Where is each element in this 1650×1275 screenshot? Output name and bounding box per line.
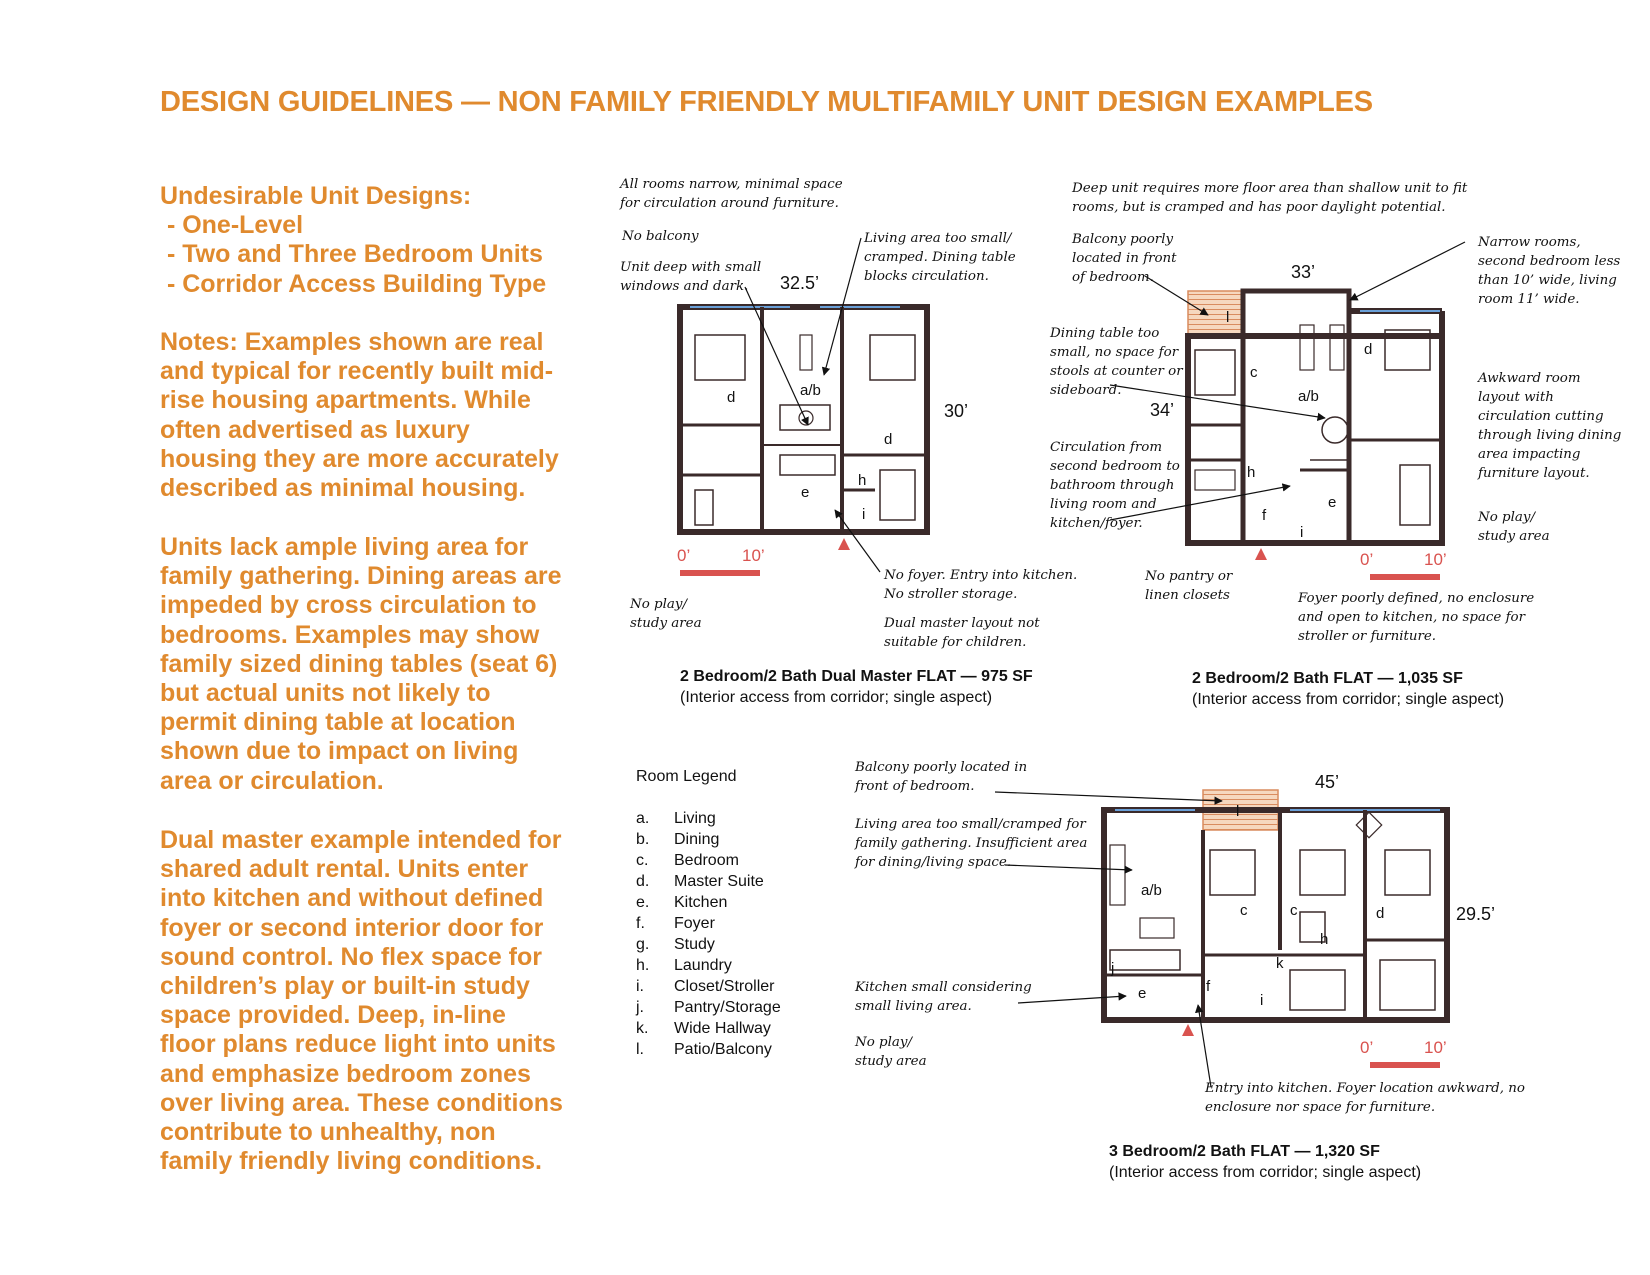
note-line: stroller or furniture. <box>1298 629 1437 644</box>
note-line: linen closets <box>1145 588 1230 603</box>
plan-3-note-play <box>855 1033 927 1071</box>
note-line: and open to kitchen, no space for <box>1298 610 1526 625</box>
plan-2-note-awkward <box>1478 369 1621 483</box>
list-item: - Corridor Access Building Type <box>160 269 547 298</box>
legend-key: k. <box>636 1020 649 1037</box>
note-line: small, no space for <box>1050 345 1179 360</box>
notes-line: described as minimal housing. <box>160 474 526 503</box>
plan-1-note-deep <box>620 258 761 296</box>
legend-label: Dining <box>674 831 720 848</box>
note-line: No play/ <box>630 597 687 612</box>
room-label: h <box>1247 464 1256 481</box>
legend-item <box>636 808 781 829</box>
paragraph-line: children’s play or built-in study <box>160 972 530 1001</box>
note-line: for circulation around furniture. <box>620 196 839 211</box>
plan-2-note-circulation <box>1050 438 1180 533</box>
note-line: No foyer. Entry into kitchen. <box>884 568 1078 583</box>
note-line: Awkward room <box>1478 371 1581 386</box>
room-label: a/b <box>800 382 821 399</box>
note-line: Narrow rooms, <box>1478 235 1581 250</box>
plan-3-drawing <box>1104 790 1447 1020</box>
paragraph-line: contribute to unhealthy, non <box>160 1118 496 1147</box>
plan-2-note-pantry <box>1145 567 1232 605</box>
note-line: furniture layout. <box>1478 466 1590 481</box>
paragraph-line: but actual units not likely to <box>160 679 491 708</box>
legend-key: j. <box>636 999 644 1016</box>
note-line: No play/ <box>1478 510 1535 525</box>
legend-label: Foyer <box>674 915 715 932</box>
caption-title: 3 Bedroom/2 Bath FLAT — 1,320 SF <box>1109 1143 1380 1160</box>
notes-line: rise housing apartments. While <box>160 386 531 415</box>
note-line: living room and <box>1050 497 1157 512</box>
plan-2-note-play <box>1478 508 1550 546</box>
note-line: study area <box>1478 529 1550 544</box>
legend-item <box>636 934 781 955</box>
note-line: Living area too small/cramped for <box>855 817 1086 832</box>
note-line: Entry into kitchen. Foyer location awkward, no <box>1205 1081 1525 1096</box>
paragraph-line: impeded by cross circulation to <box>160 591 537 620</box>
room-label: h <box>858 472 867 489</box>
note-line: All rooms narrow, minimal space <box>620 177 843 192</box>
legend-key: a. <box>636 810 650 827</box>
note-line: second bedroom less <box>1478 254 1621 269</box>
room-label: k <box>1276 955 1284 972</box>
note-line: Dining table too <box>1050 326 1160 341</box>
paragraph-line: sound control. No flex space for <box>160 942 542 971</box>
note-line: located in front <box>1072 251 1177 266</box>
plan-3-depth-dimension: 29.5’ <box>1456 904 1496 924</box>
caption-title: 2 Bedroom/2 Bath Dual Master FLAT — 975 SF <box>680 668 1033 685</box>
plan-1-depth-dimension: 30’ <box>944 401 969 421</box>
legend-key: b. <box>636 831 650 848</box>
room-legend-title: Room Legend <box>636 768 737 785</box>
note-line: sideboard. <box>1050 383 1122 398</box>
paragraph-line: area or circulation. <box>160 766 384 795</box>
legend-item <box>636 892 781 913</box>
paragraph-line: over living area. These conditions <box>160 1088 563 1117</box>
legend-label: Laundry <box>674 957 732 974</box>
note-line: Circulation from <box>1050 440 1163 455</box>
legend-label: Living <box>674 810 716 827</box>
legend-item <box>636 871 781 892</box>
legend-label: Wide Hallway <box>674 1020 771 1037</box>
plan-1-note-dual <box>884 614 1040 652</box>
note-line: for dining/living space. <box>855 855 1012 870</box>
paragraph-line: space provided. Deep, in-line <box>160 1001 506 1030</box>
entry-marker <box>1182 1024 1194 1036</box>
paragraph-line: family gathering. Dining areas are <box>160 562 562 591</box>
list-item: - One-Level <box>160 211 304 240</box>
note-line: second bedroom to <box>1050 459 1180 474</box>
plan-3-note-balcony <box>855 758 1027 796</box>
plan-1-note-balcony: No balcony <box>622 229 699 244</box>
room-label: i <box>1260 992 1264 1009</box>
entry-marker <box>838 538 850 550</box>
plan-2-note-dining <box>1050 324 1183 400</box>
plan-2-note-foyer <box>1298 589 1534 646</box>
note-line: No play/ <box>855 1035 912 1050</box>
room-label: e <box>1328 494 1337 511</box>
plan-2-note-balcony <box>1072 230 1177 287</box>
room-label: j <box>1111 960 1115 977</box>
note-line: through living dining <box>1478 428 1622 443</box>
room-label: d <box>884 431 893 448</box>
room-label: c <box>1240 902 1248 919</box>
paragraph-line: family friendly living conditions. <box>160 1147 542 1176</box>
note-line: circulation cutting <box>1478 409 1604 424</box>
legend-label: Patio/Balcony <box>674 1041 772 1058</box>
scale-zero-label: 0’ <box>677 546 691 565</box>
scale-ten-label: 10’ <box>1424 1038 1447 1057</box>
room-label: i <box>1300 524 1304 541</box>
room-label: i <box>862 506 866 523</box>
plan-1-note-play <box>630 595 702 633</box>
room-label: l <box>1226 309 1230 326</box>
note-line: Deep unit requires more floor area than shallow unit to fit <box>1072 181 1468 196</box>
note-line: rooms, but is cramped and has poor daylight potential. <box>1072 200 1446 215</box>
plan-2-width-dimension: 33’ <box>1291 262 1316 282</box>
room-label: e <box>801 484 810 501</box>
legend-key: f. <box>636 915 645 932</box>
note-line: layout with <box>1478 390 1554 405</box>
legend-key: c. <box>636 852 649 869</box>
plan-1-width-dimension: 32.5’ <box>780 273 820 293</box>
room-label: c <box>1250 364 1258 381</box>
legend-item <box>636 955 781 976</box>
note-line: small living area. <box>855 999 972 1014</box>
plan-1-note-living <box>864 229 1016 286</box>
legend-key: e. <box>636 894 650 911</box>
legend-label: Bedroom <box>674 852 739 869</box>
plan-2-note-deep <box>1072 179 1467 217</box>
paragraph-line: shown due to impact on living <box>160 737 519 766</box>
room-label: a/b <box>1141 882 1162 899</box>
legend-item <box>636 850 781 871</box>
scale-zero-label: 0’ <box>1360 1038 1374 1057</box>
note-line: of bedroom. <box>1072 270 1154 285</box>
legend-label: Pantry/Storage <box>674 999 781 1016</box>
room-legend <box>636 808 781 1060</box>
note-line: enclosure nor space for furniture. <box>1205 1100 1436 1115</box>
note-line: Dual master layout not <box>884 616 1040 631</box>
notes-line: often advertised as luxury <box>160 415 470 444</box>
legend-label: Closet/Stroller <box>674 978 775 995</box>
scale-ten-label: 10’ <box>742 546 765 565</box>
room-label: h <box>1320 931 1329 948</box>
plan-3-caption <box>1109 1143 1421 1182</box>
paragraph-line: family sized dining tables (seat 6) <box>160 649 558 678</box>
room-label: f <box>1262 507 1267 524</box>
paragraph-line: foyer or second interior door for <box>160 913 544 942</box>
note-line: room 11’ wide. <box>1478 292 1580 307</box>
page-title: DESIGN GUIDELINES — NON FAMILY FRIENDLY MULTIFAMILY UNIT DESIGN EXAMPLES <box>160 86 1373 118</box>
plan-3-note-kitchen <box>855 978 1032 1016</box>
note-line: stools at counter or <box>1050 364 1183 379</box>
note-line: family gathering. Insufficient area <box>855 836 1088 851</box>
note-line: study area <box>855 1054 927 1069</box>
paragraph-line: bedrooms. Examples may show <box>160 620 540 649</box>
room-label: c <box>1290 902 1298 919</box>
entry-marker <box>1255 548 1267 560</box>
room-label: d <box>1364 341 1373 358</box>
plan-2-caption <box>1192 670 1504 709</box>
plan-3-note-entry <box>1205 1079 1525 1117</box>
caption-subtitle: (Interior access from corridor; single aspect) <box>1109 1164 1422 1181</box>
plan-1-note-narrow <box>620 175 843 213</box>
notes-line: and typical for recently built mid- <box>160 357 554 386</box>
note-line: cramped. Dining table <box>864 250 1016 265</box>
note-line: No pantry or <box>1145 569 1233 584</box>
caption-title: 2 Bedroom/2 Bath FLAT — 1,035 SF <box>1192 670 1463 687</box>
legend-key: d. <box>636 873 650 890</box>
note-line: Balcony poorly located in <box>855 760 1028 775</box>
paragraph-line: Units lack ample living area for <box>160 533 529 561</box>
room-label: d <box>1376 905 1385 922</box>
room-label: a/b <box>1298 388 1319 405</box>
scale-ten-label: 10’ <box>1424 550 1447 569</box>
room-label: d <box>727 389 736 406</box>
scale-zero-label: 0’ <box>1360 550 1374 569</box>
paragraph-line: into kitchen and without defined <box>160 884 544 913</box>
caption-subtitle: (Interior access from corridor; single aspect) <box>1192 691 1505 708</box>
note-line: blocks circulation. <box>864 269 989 284</box>
plan-3-note-living <box>855 815 1087 872</box>
legend-item <box>636 1018 781 1039</box>
note-line: Foyer poorly defined, no enclosure <box>1298 591 1535 606</box>
legend-label: Master Suite <box>674 873 764 890</box>
paragraph-line: Dual master example intended for <box>160 826 562 854</box>
legend-item <box>636 1039 781 1060</box>
legend-item <box>636 913 781 934</box>
legend-key: h. <box>636 957 650 974</box>
notes-line: housing they are more accurately <box>160 444 559 473</box>
note-line: Unit deep with small <box>620 260 762 275</box>
note-line: suitable for children. <box>884 635 1027 650</box>
plan-2-depth-dimension: 34’ <box>1150 400 1175 420</box>
paragraph-line: permit dining table at location <box>160 708 516 737</box>
note-line: Kitchen small considering <box>855 980 1032 995</box>
note-line: area impacting <box>1478 447 1581 462</box>
plan-1-note-foyer <box>884 566 1077 604</box>
paragraph-line: shared adult rental. Units enter <box>160 855 529 884</box>
legend-key: l. <box>636 1041 644 1058</box>
caption-subtitle: (Interior access from corridor; single aspect) <box>680 689 993 706</box>
room-label: e <box>1138 985 1147 1002</box>
note-line: than 10’ wide, living <box>1478 273 1617 288</box>
legend-label: Kitchen <box>674 894 728 911</box>
note-line: Living area too small/ <box>864 231 1012 246</box>
paragraph-line: floor plans reduce light into units <box>160 1030 556 1059</box>
list-heading: Undesirable Unit Designs: <box>160 182 472 210</box>
legend-key: g. <box>636 936 650 953</box>
legend-item <box>636 829 781 850</box>
note-line: bathroom through <box>1050 478 1175 493</box>
note-line: front of bedroom. <box>855 779 975 794</box>
note-line: kitchen/foyer. <box>1050 516 1143 531</box>
note-line: No stroller storage. <box>884 587 1018 602</box>
legend-label: Study <box>674 936 715 953</box>
note-line: study area <box>630 616 702 631</box>
room-label: l <box>1236 803 1240 820</box>
paragraph-line: and emphasize bedroom zones <box>160 1059 531 1088</box>
note-line: windows and dark. <box>620 279 749 294</box>
note-line: Balcony poorly <box>1072 232 1174 247</box>
plan-3-width-dimension: 45’ <box>1315 772 1340 792</box>
legend-item <box>636 976 781 997</box>
notes-line: Notes: Examples shown are real <box>160 328 544 356</box>
room-label: f <box>1206 978 1211 995</box>
plan-2-note-narrow <box>1478 233 1620 309</box>
list-item: - Two and Three Bedroom Units <box>160 240 543 269</box>
legend-item <box>636 997 781 1018</box>
plan-1-caption <box>680 668 1033 707</box>
legend-key: i. <box>636 978 644 995</box>
